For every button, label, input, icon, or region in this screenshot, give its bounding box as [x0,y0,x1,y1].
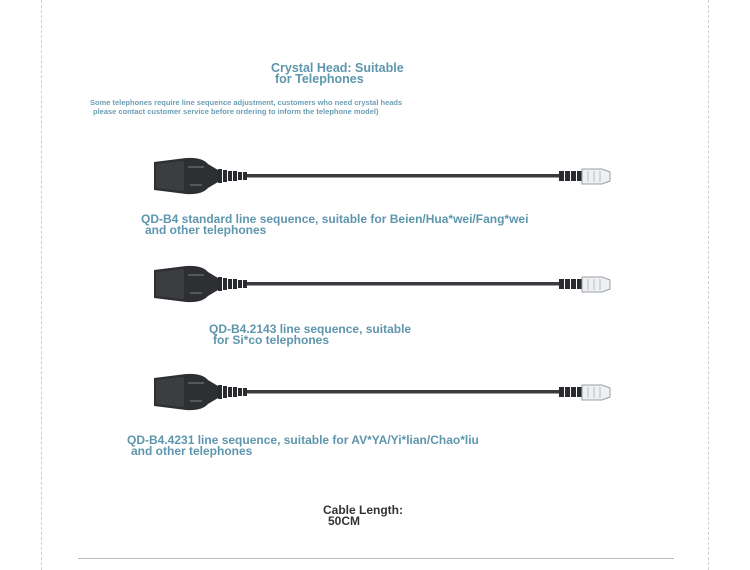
product-1-label-line1: QD-B4 standard line sequence, suitable for Beien/Hua*wei/Fang*wei [141,212,529,226]
left-dashed-border [41,0,42,570]
strain-relief [218,277,247,291]
strain-relief [218,385,247,399]
product-2-label-line2: for Si*co telephones [213,333,330,347]
qd-connector-icon [154,158,218,194]
header-note-line2: please contact customer service before ordering to inform the telephone model) [93,107,379,116]
qd-connector-icon [154,374,218,410]
cable-wire [247,282,559,286]
cable-length-value: 50CM [328,514,361,528]
qd-connector-icon [154,266,218,302]
rj-plug-icon [559,169,610,184]
cable-image-3 [150,370,620,414]
cable-image-2 [150,262,620,306]
cable-length-label: Cable Length: [323,503,403,517]
rj-plug-icon [559,385,610,400]
product-3-label-line1: QD-B4.4231 line sequence, suitable for AV*YA/Yi*lian/Chao*liu [127,433,479,447]
product-3-label-line2: and other telephones [131,444,253,458]
cable-wire [247,390,559,394]
header-title-line1: Crystal Head: Suitable [271,61,404,75]
strain-relief [218,169,247,183]
right-dashed-border [708,0,709,570]
cable-wire [247,174,559,178]
cable-image-1 [150,154,620,198]
bottom-divider [78,558,674,559]
header-title-line2: for Telephones [275,72,364,86]
rj-plug-icon [559,277,610,292]
product-1-label-line2: and other telephones [145,223,267,237]
header-note-line1: Some telephones require line sequence adjustment, customers who need crystal heads [90,98,403,107]
product-2-label-line1: QD-B4.2143 line sequence, suitable [209,322,412,336]
